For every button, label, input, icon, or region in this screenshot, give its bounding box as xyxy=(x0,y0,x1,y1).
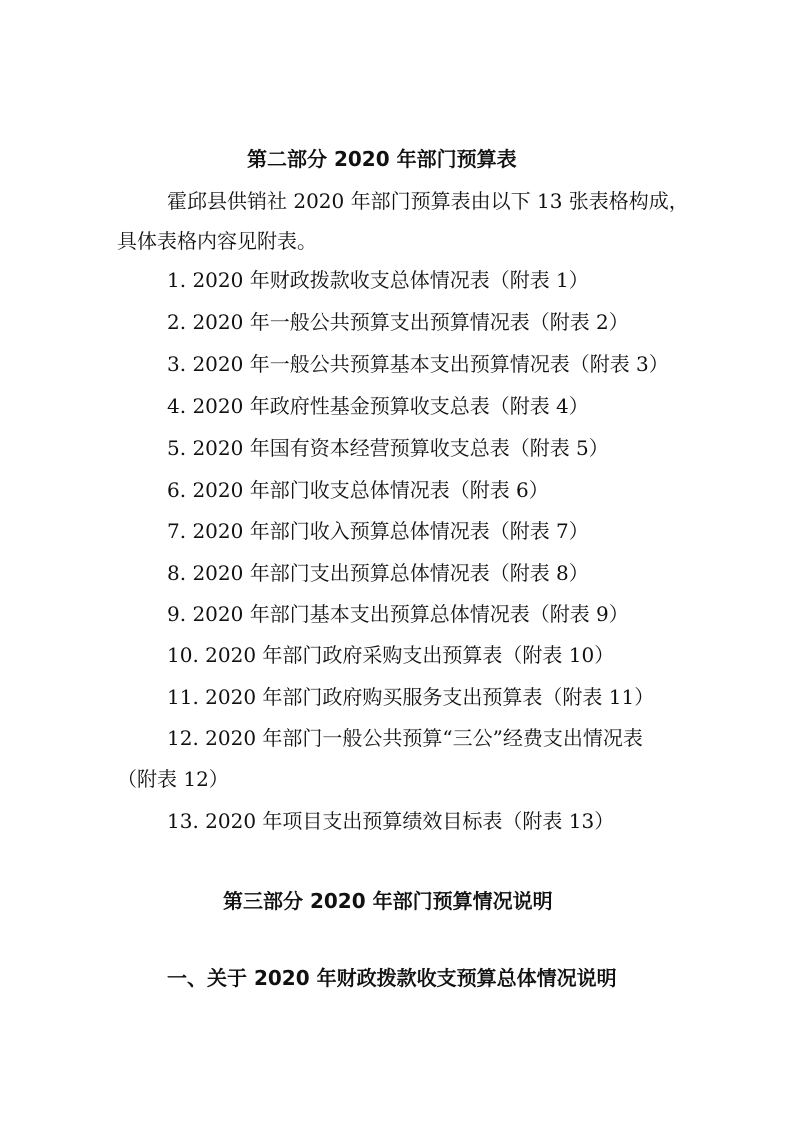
part2-intro-line1: 霍邱县供销社 2020 年部门预算表由以下 13 张表格构成， xyxy=(167,189,689,213)
list-item: 9. 2020 年部门基本支出预算总体情况表（附表 9） xyxy=(167,602,629,626)
list-item: 12. 2020 年部门一般公共预算“三公”经费支出情况表 xyxy=(167,726,643,750)
list-item: 4. 2020 年政府性基金预算收支总表（附表 4） xyxy=(167,394,589,418)
list-item: 3. 2020 年一般公共预算基本支出预算情况表（附表 3） xyxy=(167,352,669,376)
part3-heading: 第三部分 2020 年部门预算情况说明 xyxy=(223,889,553,913)
list-item: 10. 2020 年部门政府采购支出预算表（附表 10） xyxy=(167,643,615,667)
list-item: 6. 2020 年部门收支总体情况表（附表 6） xyxy=(167,478,549,502)
list-item: 13. 2020 年项目支出预算绩效目标表（附表 13） xyxy=(167,809,615,833)
section-heading: 一、关于 2020 年财政拨款收支预算总体情况说明 xyxy=(167,966,617,990)
list-item: 2. 2020 年一般公共预算支出预算情况表（附表 2） xyxy=(167,310,629,334)
list-item: 7. 2020 年部门收入预算总体情况表（附表 7） xyxy=(167,519,589,543)
list-item-continuation: （附表 12） xyxy=(117,767,229,791)
list-item: 5. 2020 年国有资本经营预算收支总表（附表 5） xyxy=(167,436,609,460)
list-item: 1. 2020 年财政拨款收支总体情况表（附表 1） xyxy=(167,268,589,292)
list-item: 11. 2020 年部门政府购买服务支出预算表（附表 11） xyxy=(167,685,655,709)
list-item: 8. 2020 年部门支出预算总体情况表（附表 8） xyxy=(167,561,589,585)
part2-heading: 第二部分 2020 年部门预算表 xyxy=(247,147,517,171)
part2-intro-line2: 具体表格内容见附表。 xyxy=(117,229,317,253)
